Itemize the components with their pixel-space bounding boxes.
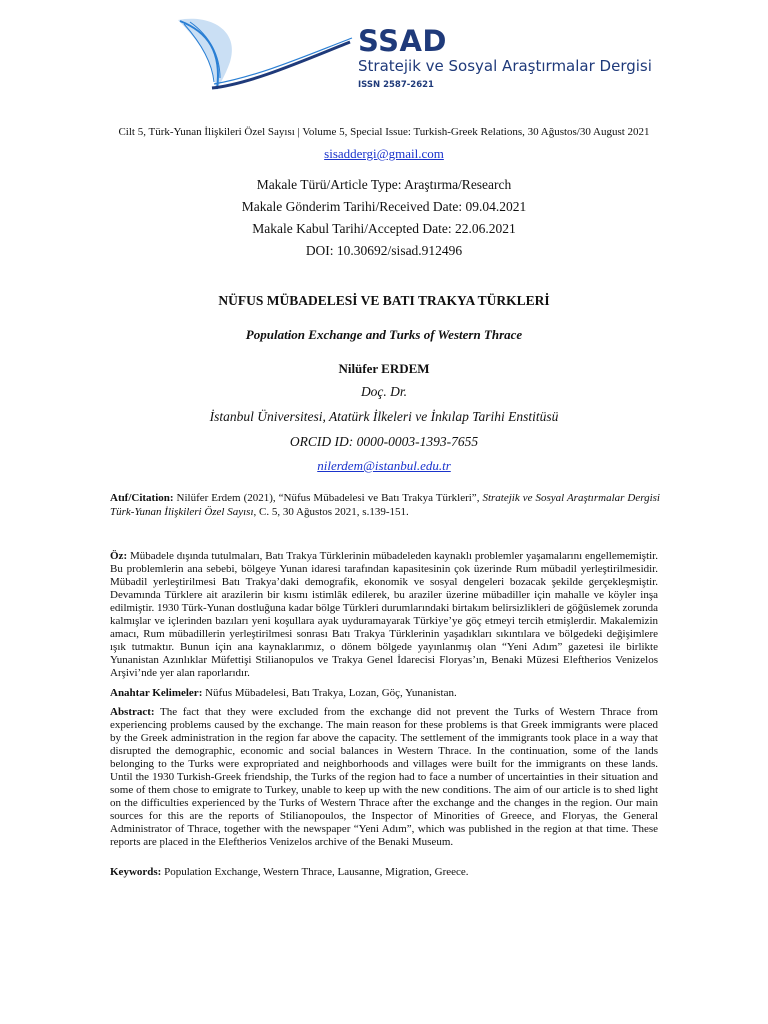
citation-text: Nilüfer Erdem (2021), “Nüfus Mübadelesi ve Batı Trakya Türkleri”, — [173, 492, 483, 504]
issue-line: Cilt 5, Türk-Yunan İlişkileri Özel Sayısı | Volume 5, Special Issue: Turkish-Greek Relations, 30 Ağustos/30 August 2021 — [118, 126, 650, 138]
article-english-title: Population Exchange and Turks of Western Thrace — [245, 327, 523, 342]
journal-subtitle: Stratejik ve Sosyal Araştırmalar Dergisi — [358, 57, 652, 75]
keywords-tr-label: Anahtar Kelimeler: — [110, 687, 203, 699]
keywords-tr-text: Nüfus Mübadelesi, Batı Trakya, Lozan, Göç, Yunanistan. — [202, 687, 457, 699]
author-email-link[interactable]: nilerdem@istanbul.edu.tr — [317, 458, 451, 473]
accepted-date: Makale Kabul Tarihi/Accepted Date: 22.06.2021 — [252, 221, 516, 236]
oz-label: Öz: — [110, 550, 128, 562]
english-abstract — [110, 706, 658, 849]
english-keywords — [110, 866, 658, 879]
author-orcid: ORCID ID: 0000-0003-1393-7655 — [289, 434, 479, 449]
article-title: NÜFUS MÜBADELESİ VE BATI TRAKYA TÜRKLERİ — [218, 293, 550, 308]
turkish-abstract — [110, 550, 658, 680]
article-type: Makale Türü/Article Type: Araştırma/Research — [256, 177, 512, 192]
author-name: Nilüfer ERDEM — [338, 361, 430, 376]
journal-email-link[interactable]: sisaddergi@gmail.com — [324, 146, 444, 161]
title-block — [0, 293, 768, 474]
citation-pages: , C. 5, 30 Ağustos 2021, s.139-151. — [253, 506, 409, 518]
author-affiliation: İstanbul Üniversitesi, Atatürk İlkeleri ve İnkılap Tarihi Enstitüsü — [209, 409, 559, 424]
keywords-en-text: Population Exchange, Western Thrace, Lausanne, Migration, Greece. — [161, 866, 469, 878]
keywords-en-label: Keywords: — [110, 866, 162, 878]
citation-label: Atıf/Citation: — [110, 492, 174, 504]
journal-header — [170, 12, 650, 94]
citation — [110, 491, 660, 519]
doi: DOI: 10.30692/sisad.912496 — [305, 243, 463, 258]
journal-issn: ISSN 2587-2621 — [358, 80, 434, 90]
quill-logo-icon — [170, 12, 360, 94]
oz-text: Mübadele dışında tutulmaları, Batı Trakya Türklerinin mübadeleden kaynaklı problemler yaşamalarını engellememiştir. Bu problemlerin ana sebebi, bölgeye Yunan idaresi tarafından kapasitesinin çok üzerinde Rum mübadil yerleştirilmesidir. Mübadil yerleştirilmesi Batı Trakya’daki demografik, ekonomik ve sosyal dengeleri bozacak şekilde gerçekleşmiştir. Devamında Türklere ait arazilerin bir kısmı istimlâk edilerek, bu araziler üzerine mübadiller için mahalle ve köyler inşa edilmiştir. 1930 Türk-Yunan dostluğuna kadar bölge Türkleri durumlarındaki birtakım belirsizlikleri de göğüslemek zorunda kalmışlar ve içlerinden bazıları yeni koşullara ayak uyduramayarak Türkiye’ye göç etmeyi tercih etmişlerdir. Makalemizin amacı, Rum mübadillerin yerleştirilmesi sonrası Batı Trakya Türklerinin yaşadıkları sıkıntılara ve bölgedeki değişimlere ışık tutmaktır. Bunun için ana kaynaklarımız, o dönem bölgede yayınlanmış olan “Yeni Adım” gazetesi ile birlikte Yunanistan Azınlıklar Müfettişi Stilianopulos ve Trakya Genel İdarecisi Floryas’ın, Benaki Müzesi Eleftherios Venizelos Arşivi’nde yer alan raporlarıdır. — [110, 550, 658, 679]
abstract-label: Abstract: — [110, 706, 155, 718]
journal-name: SSAD — [358, 24, 447, 58]
article-meta — [0, 126, 768, 257]
author-rank: Doç. Dr. — [360, 384, 408, 399]
turkish-keywords — [110, 687, 658, 700]
received-date: Makale Gönderim Tarihi/Received Date: 09.04.2021 — [241, 199, 527, 214]
journal-brand — [358, 26, 652, 90]
abstract-text: The fact that they were excluded from the exchange did not prevent the Turks of Western Thrace from experiencing problems caused by the exchange. The main reason for these problems is that Greek immigrants were placed by the Greek administration in the region far above the capacity. The settlement of the immigrants took place in a way that disrupted the demographic, economic and social balances in Western Thrace. In the continuation, some of the lands belonging to the Turks were expropriated and neighborhoods and villages were built for the immigrants on these lands. Until the 1930 Turkish-Greek friendship, the Turks of the region had to face a number of uncertainties in their situation and some of them chose to emigrate to Turkey, unable to keep up with the new conditions. The aim of our article is to shed light on the difficulties experienced by the Turks of Western Thrace after the exchange and the changes in the region. Our main sources for this are the reports of Stilianopoulos, the Inspector of Minorities of Greece, and Floryas, the General Administrator of Thrace, together with the newspaper “Yeni Adım”, which was published in the region at that time. These reports are placed in the Eleftherios Venizelos archive of the Benaki Museum. — [110, 706, 658, 848]
citation-journal: Stratejik ve Sosyal Araştırmalar Dergisi Türk-Yunan İlişkileri Özel Sayısı — [110, 492, 660, 518]
